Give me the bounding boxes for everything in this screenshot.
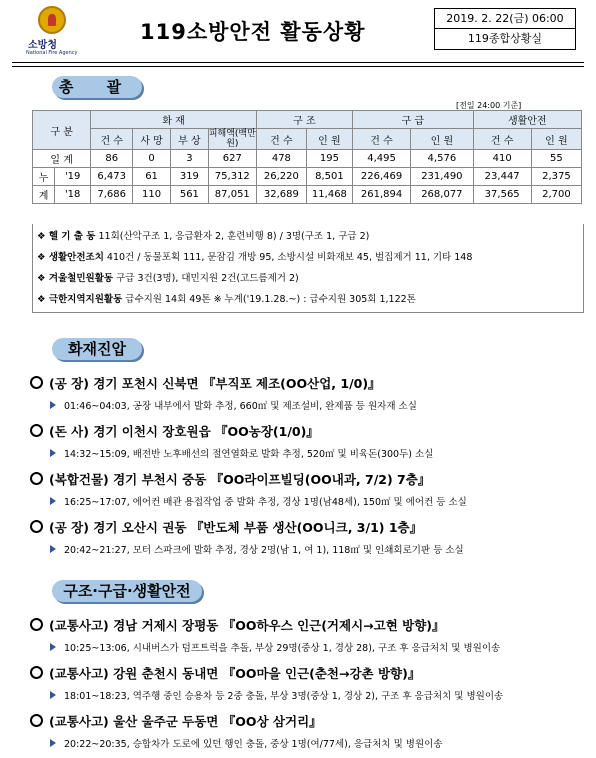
incident-title-text: (공 장) 경기 오산시 권동 『반도체 부품 생산(OO니크, 3/1) 1층』: [49, 520, 423, 535]
note-label: ❖ 극한지역지원활동: [37, 294, 123, 305]
incident-detail: [50, 542, 464, 556]
triangle-bullet-icon: [50, 739, 56, 747]
group-header-safety: 생활안전: [473, 111, 581, 129]
logo-subtitle: National Fire Agency: [26, 50, 78, 56]
section-heading-overview: 총 괄: [52, 76, 142, 98]
sub-header: 인 원: [531, 129, 581, 150]
incident-detail-text: 18:01~18:23, 역주행 중인 승용차 등 2중 충돌, 부상 3명(중상 1, 경상 2), 구조 후 응급처치 및 병원이송: [64, 691, 504, 702]
triangle-bullet-icon: [50, 497, 56, 505]
incident-detail-text: 01:46~04:03, 공장 내부에서 발화 추정, 660㎡ 및 제조설비, 완제품 등 원자재 소실: [64, 401, 417, 412]
incident-title: [30, 664, 420, 682]
incident-title-text: (교통사고) 울산 울주군 두동면 『OO상 삼거리』: [49, 714, 322, 729]
incident-detail: [50, 446, 433, 460]
header-divider: [12, 62, 584, 67]
note-safety: [37, 249, 472, 263]
triangle-bullet-icon: [50, 691, 56, 699]
sub-header: 인 원: [411, 129, 473, 150]
section-heading-fire: 화재진압: [52, 338, 142, 360]
incident-detail-text: 14:32~15:09, 배전반 노후배선의 절연열화로 발화 추정, 520㎡ 및 비육돈(300두) 소실: [64, 449, 434, 460]
table-cell: 2,700: [531, 186, 581, 204]
incident-title-text: (복합건물) 경기 부천시 중동 『OO라이프빌딩(OO내과, 7/2) 7층』: [49, 472, 431, 487]
table-row: [33, 168, 582, 186]
incident-title: [30, 374, 381, 392]
note-text: 410건 / 동물포획 111, 문잠김 개방 95, 소방시설 비화재보 45, 벌집제거 11, 기타 148: [106, 252, 473, 263]
group-header-rescue: 구 조: [256, 111, 352, 129]
agency-logo: [22, 6, 82, 56]
table-cell: 4,576: [411, 150, 473, 168]
table-cell: 195: [306, 150, 352, 168]
table-row: [33, 186, 582, 204]
table-cell: 110: [133, 186, 171, 204]
sub-header: 사 망: [133, 129, 171, 150]
table-cell: 226,469: [352, 168, 410, 186]
table-row: [33, 150, 582, 168]
table-cell: 61: [133, 168, 171, 186]
note-winter: [37, 270, 299, 284]
row-label: 계: [33, 186, 55, 204]
table-cell: 478: [256, 150, 306, 168]
table-cell: 268,077: [411, 186, 473, 204]
table-cell: 0: [133, 150, 171, 168]
stats-table: [32, 110, 582, 204]
incident-detail-text: 20:42~21:27, 모터 스파크에 발화 추정, 경상 2명(남 1, 여 1), 118㎡ 및 인쇄회로기판 등 소실: [64, 545, 464, 556]
incident-detail-text: 16:25~17:07, 에어컨 배관 용접작업 중 발화 추정, 경상 1명(남48세), 150㎡ 및 에어컨 등 소실: [64, 497, 467, 508]
report-date: 2019. 2. 22(금) 06:00: [435, 9, 575, 29]
circle-bullet-icon: [30, 618, 43, 631]
sub-header: 건 수: [352, 129, 410, 150]
incident-title: [30, 422, 319, 440]
circle-bullet-icon: [30, 424, 43, 437]
table-cell: 87,051: [208, 186, 256, 204]
triangle-bullet-icon: [50, 449, 56, 457]
table-cell: 261,894: [352, 186, 410, 204]
row-sublabel: '19: [55, 168, 91, 186]
incident-title-text: (교통사고) 강원 춘천시 동내면 『OO마을 인근(춘천→강촌 방향)』: [49, 666, 421, 681]
triangle-bullet-icon: [50, 545, 56, 553]
page-title: 119소방안전 활동상황: [140, 20, 366, 44]
sub-header: 건 수: [256, 129, 306, 150]
incident-detail: [50, 398, 417, 412]
report-office: 119종합상황실: [467, 32, 543, 45]
incident-title: [30, 712, 322, 730]
table-cell: 32,689: [256, 186, 306, 204]
note-text: 구급 3건(3명), 대민지원 2건(고드름제거 2): [116, 273, 299, 284]
table-cell: 23,447: [473, 168, 531, 186]
table-cell: 319: [170, 168, 208, 186]
table-cell: 7,686: [91, 186, 133, 204]
row-sublabel: '18: [55, 186, 91, 204]
note-text: 11회(산악구조 1, 응급환자 2, 훈련비행 8) / 3명(구조 1, 구급 2): [98, 231, 370, 242]
sub-header: 피해액(백만원): [208, 129, 256, 149]
sub-header: 인 원: [306, 129, 352, 150]
incident-title: [30, 518, 422, 536]
table-cell: 561: [170, 186, 208, 204]
incident-title: [30, 470, 430, 488]
table-cell: 75,312: [208, 168, 256, 186]
circle-bullet-icon: [30, 666, 43, 679]
table-cell: 8,501: [306, 168, 352, 186]
table-cell: 4,495: [352, 150, 410, 168]
table-cell: 26,220: [256, 168, 306, 186]
incident-title-text: (돈 사) 경기 이천시 장호원읍 『OO농장(1/0)』: [49, 424, 319, 439]
incident-detail: [50, 736, 443, 750]
note-helicopter: [37, 228, 369, 242]
circle-bullet-icon: [30, 472, 43, 485]
table-cell: 627: [208, 150, 256, 168]
circle-bullet-icon: [30, 520, 43, 533]
row-label: 누: [33, 168, 55, 186]
circle-bullet-icon: [30, 714, 43, 727]
section-heading-rescue: 구조·구급·생활안전: [52, 580, 202, 602]
table-header-row: [33, 111, 582, 129]
incident-detail: [50, 494, 467, 508]
triangle-bullet-icon: [50, 401, 56, 409]
table-subheader-row: [33, 129, 582, 150]
incident-detail-text: 20:22~20:35, 승합차가 도로에 있던 행인 충돌, 중상 1명(여/77세), 응급처치 및 병원이송: [64, 739, 443, 750]
logo-name: 소방청: [28, 40, 57, 51]
row-label: 일 계: [33, 150, 91, 168]
col-group-label: 구 분: [33, 111, 91, 150]
incident-detail-text: 10:25~13:06, 시내버스가 덤프트럭을 추돌, 부상 29명(중상 1, 경상 28), 구조 후 응급처치 및 병원이송: [64, 643, 501, 654]
circle-bullet-icon: [30, 376, 43, 389]
note-text: 급수지원 14회 49톤 ※ 누계('19.1.28.~) : 급수지원 305회 1,122톤: [125, 294, 416, 305]
table-cell: 3: [170, 150, 208, 168]
group-header-fire: 화 재: [91, 111, 257, 129]
table-cell: 37,565: [473, 186, 531, 204]
table-cell: 55: [531, 150, 581, 168]
incident-title-text: (공 장) 경기 포천시 신북면 『부직포 제조(OO산업, 1/0)』: [49, 376, 381, 391]
group-header-ems: 구 급: [352, 111, 473, 129]
table-cell: 231,490: [411, 168, 473, 186]
table-cell: 86: [91, 150, 133, 168]
table-cell: 11,468: [306, 186, 352, 204]
sub-header: 건 수: [91, 129, 133, 150]
notes-box: [32, 224, 584, 313]
note-label: ❖ 겨울철민원활동: [37, 273, 114, 284]
note-label: ❖ 생활안전조치: [37, 252, 104, 263]
incident-title-text: (교통사고) 경남 거제시 장평동 『OO하우스 인근(거제시→고현 방향)』: [49, 618, 445, 633]
basis-note: [전일 24:00 기준]: [456, 101, 522, 110]
date-box: [434, 8, 576, 50]
sub-header: 건 수: [473, 129, 531, 150]
incident-title: [30, 616, 445, 634]
table-cell: 2,375: [531, 168, 581, 186]
sub-header: 부 상: [170, 129, 208, 150]
incident-detail: [50, 640, 500, 654]
fire-agency-emblem-icon: [38, 6, 66, 34]
note-extreme: [37, 291, 416, 305]
incident-detail: [50, 688, 503, 702]
note-label: ❖ 헬 기 출 동: [37, 231, 96, 242]
table-cell: 6,473: [91, 168, 133, 186]
triangle-bullet-icon: [50, 643, 56, 651]
table-cell: 410: [473, 150, 531, 168]
